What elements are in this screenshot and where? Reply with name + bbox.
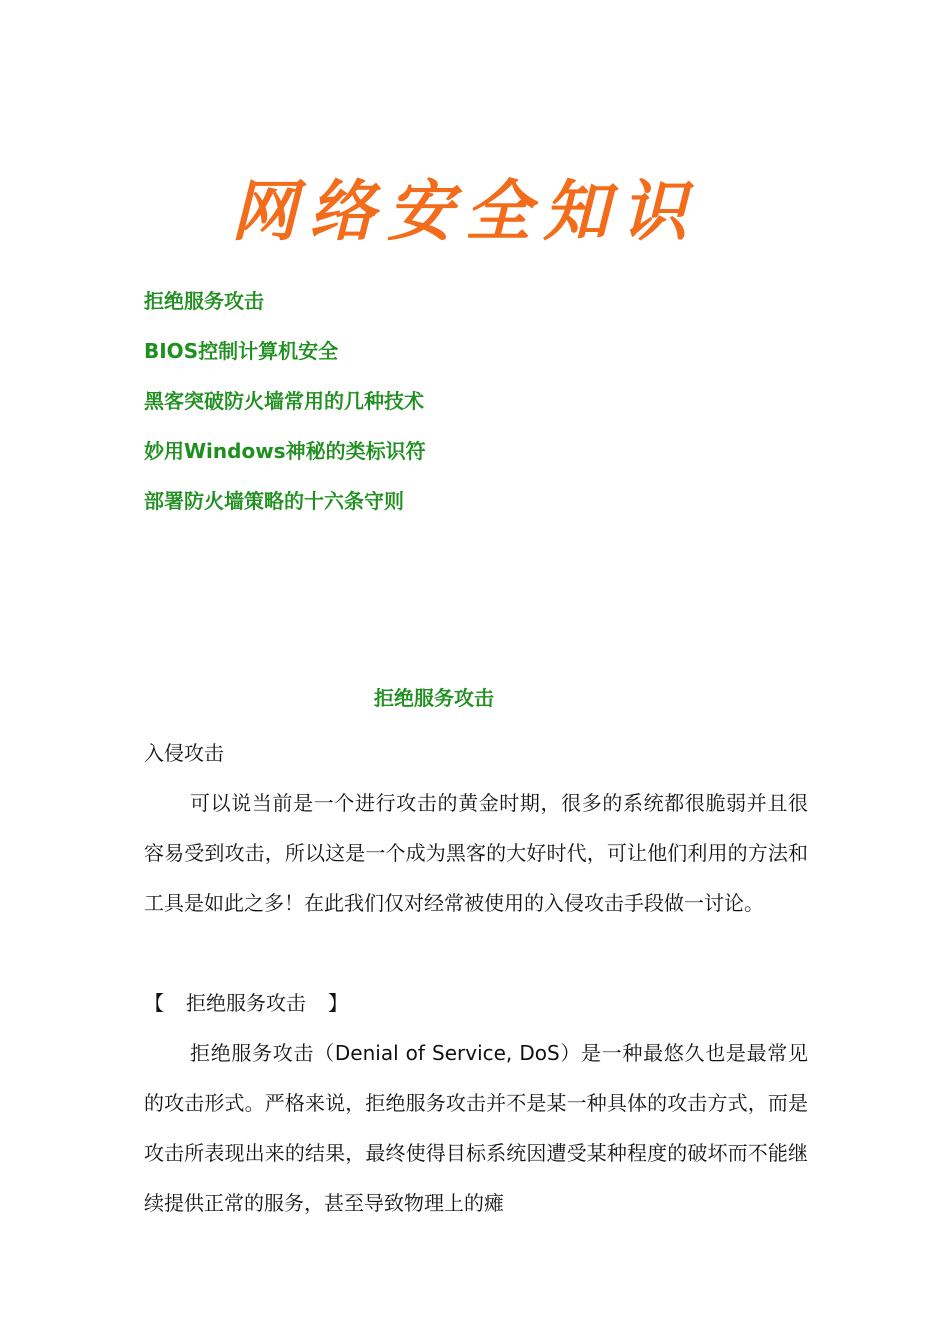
toc-item[interactable] bbox=[144, 284, 426, 334]
paragraph: 可以说当前是一个进行攻击的黄金时期，很多的系统都很脆弱并且很容易受到攻击，所以这是一个成为黑客的大好时代，可让他们利用的方法和工具是如此之多！在此我们仅对经常被使用的入侵攻击手段做一讨论。 bbox=[144, 791, 808, 915]
toc-link-firewall-rules[interactable]: 部署防火墙策略的十六条守则 bbox=[144, 489, 404, 513]
paragraph-latin-term: Denial of Service, DoS bbox=[334, 1041, 560, 1065]
bracket-title: 拒绝服务攻击 bbox=[186, 991, 306, 1015]
toc-item[interactable] bbox=[144, 334, 426, 384]
subheading: 入侵攻击 bbox=[144, 741, 224, 765]
toc-link-bios[interactable]: BIOS控制计算机安全 bbox=[144, 339, 339, 363]
table-of-contents bbox=[144, 284, 426, 534]
paragraph-rest: ）是一种最悠久也是最常见的攻击形式。严格来说，拒绝服务攻击并不是某一种具体的攻击方式，而是攻击所表现出来的结果，最终使得目标系统因遭受某种程度的破坏而不能继续提供正常的服务，甚至导致物理上的瘫 bbox=[144, 1041, 809, 1215]
bracket-heading bbox=[144, 978, 808, 1028]
toc-link-dos[interactable]: 拒绝服务攻击 bbox=[144, 289, 264, 313]
bracket-open: 【 bbox=[144, 991, 164, 1015]
toc-link-windows-clsid[interactable]: 妙用Windows神秘的类标识符 bbox=[144, 439, 426, 463]
toc-link-firewall-techniques[interactable]: 黑客突破防火墙常用的几种技术 bbox=[144, 389, 424, 413]
page-title: 网络安全知识 bbox=[231, 172, 699, 250]
paragraph bbox=[144, 1028, 808, 1228]
paragraph-lead: 拒绝服务攻击（ bbox=[190, 1041, 335, 1065]
section-heading: 拒绝服务攻击 bbox=[374, 686, 494, 710]
toc-item[interactable] bbox=[144, 484, 426, 534]
toc-item[interactable] bbox=[144, 434, 426, 484]
bracket-close: 】 bbox=[328, 991, 348, 1015]
toc-item[interactable] bbox=[144, 384, 426, 434]
